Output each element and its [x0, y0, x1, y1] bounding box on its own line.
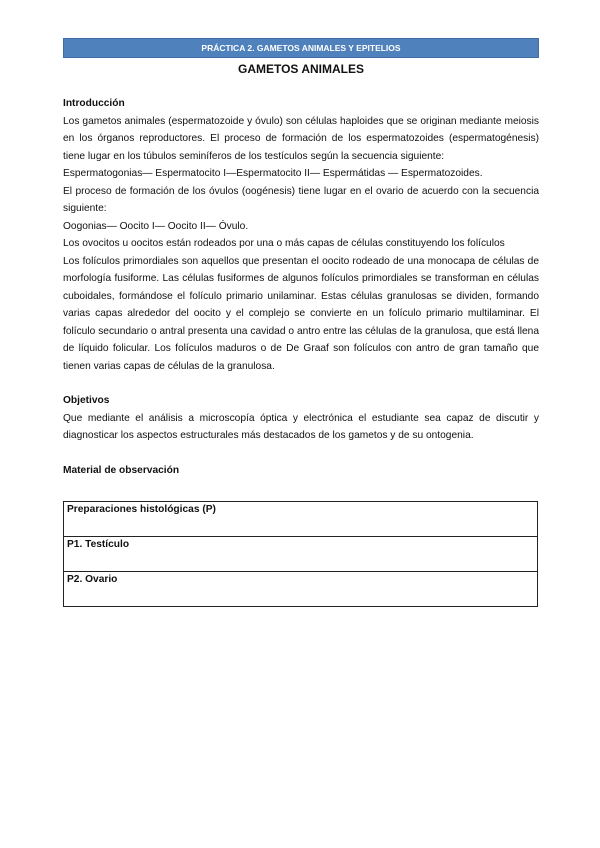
- introduccion-paragraph-4: Los folículos primordiales son aquellos que presentan el oocito rodeado de una monocapa de células de morfología fusiforme. Las células fusiformes de algunos folículos primordiales se transforman en células cuboidales, formándose el folículo primario unilaminar. Estas células granulosas se dividen, formando varias capas alrededor del oocito y el complejo se convierte en un folículo primario multilaminar. El folículo secundario o antral presenta una cavidad o antro entre las células de la granulosa, que está llena de líquido folicular. Los folículos maduros o de De Graaf son folículos con antro de gran tamaño que tienen varias capas de células de la granulosa.: [63, 255, 539, 372]
- practice-banner: PRÁCTICA 2. GAMETOS ANIMALES Y EPITELIOS: [63, 38, 539, 58]
- document-body: [63, 95, 539, 479]
- spermatogenesis-sequence: Espermatogonias— Espermatocito I—Espermatocito II— Espermátidas — Espermatozoides.: [63, 168, 483, 179]
- introduccion-paragraph-2: El proceso de formación de los óvulos (oogénesis) tiene lugar en el ovario de acuerdo con la secuencia siguiente:: [63, 185, 539, 214]
- introduccion-heading: Introducción: [63, 98, 125, 109]
- document-title: GAMETOS ANIMALES: [237, 62, 364, 76]
- introduccion-paragraph-1: Los gametos animales (espermatozoide y óvulo) son células haploides que se originan mediante meiosis en los órganos reproductores. El proceso de formación de los espermatozoides (espermatogénesis) tiene lugar en los túbulos seminíferos de los testículos según la secuencia siguiente:: [63, 115, 539, 162]
- introduccion-paragraph-3: Los ovocitos u oocitos están rodeados por una o más capas de células constituyendo los folículos: [63, 238, 505, 249]
- table-header-cell: Preparaciones histológicas (P): [64, 502, 538, 537]
- objetivos-paragraph: Que mediante el análisis a microscopía óptica y electrónica el estudiante sea capaz de discutir y diagnosticar los aspectos estructurales más destacados de los gametos y de su ontogenia.: [63, 412, 539, 441]
- table-cell: P2. Ovario: [64, 572, 538, 607]
- table-row: [64, 502, 538, 537]
- table-cell: P1. Testículo: [64, 537, 538, 572]
- table-row: [64, 537, 538, 572]
- objetivos-heading: Objetivos: [63, 395, 110, 406]
- table-row: [64, 572, 538, 607]
- material-heading: Material de observación: [63, 464, 180, 476]
- spacer: [63, 445, 539, 462]
- oogenesis-sequence: Oogonias— Oocito I— Oocito II— Óvulo.: [63, 220, 249, 232]
- spacer: [63, 375, 539, 392]
- observation-table: [63, 501, 538, 607]
